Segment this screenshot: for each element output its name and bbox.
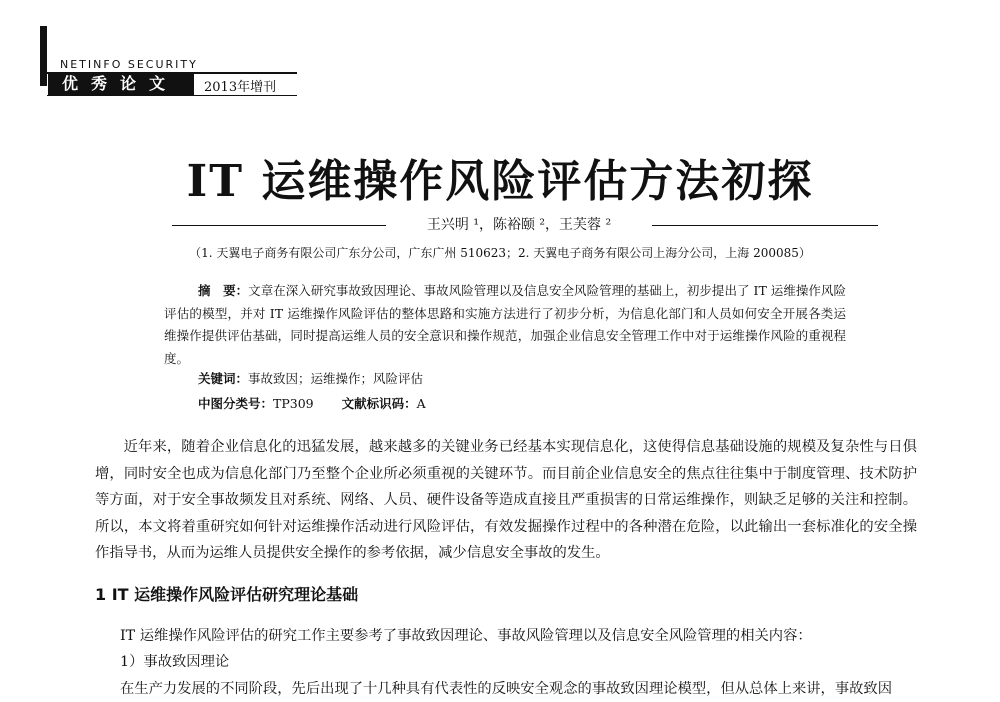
doc-code-label: 文献标识码： (341, 396, 417, 411)
clc-number: TP309 (273, 396, 314, 411)
article-title: IT 运维操作风险评估方法初探 (186, 156, 814, 207)
keywords: 事故致因；运维操作；风险评估 (248, 371, 424, 386)
intro-paragraph: 近年来，随着企业信息化的迅猛发展，越来越多的关键业务已经基本实现信息化，这使得信息基础设施的规模及复杂性与日俱增，同时安全也成为信息化部门乃至整个企业所必须重视的关键环节。而目前企业信息安全的焦点往往集中于制度管理、技术防护等方面，对于安全事故频发且对系统、网络、人员、硬件设备等造成直接且严重损害的日常运维操作，则缺乏足够的关注和控制。所以，本文将着重研究如何针对运维操作活动进行风险评估，有效发掘操作过程中的各种潜在危险，以此输出一套标准化的安全操作指导书，从而为运维人员提供安全操作的参考依据，减少信息安全事故的发生。 (95, 439, 917, 561)
clc-label: 中图分类号： (198, 396, 274, 411)
abstract-text: 文章在深入研究事故致因理论、事故风险管理以及信息安全风险管理的基础上，初步提出了 IT 运维操作风险评估的模型，并对 IT 运维操作风险评估的整体思路和实施方法进行了初步分析，为信息化部门和人员如何安全开展各类运维操作提供评估基础，同时提高运维人员的安全意识和操作规范，加强企业信息安全管理工作中对于运维操作风险的重视程度。 (164, 283, 846, 366)
abstract-label: 摘 要： (198, 283, 249, 298)
affiliations: （1. 天翼电子商务有限公司广东分公司，广东广州 510623；2. 天翼电子商务有限公司上海分公司，上海 200085） (189, 246, 811, 260)
keywords-label: 关键词： (198, 371, 249, 386)
section-intro: IT 运维操作风险评估的研究工作主要参考了事故致因理论、事故风险管理以及信息安全风险管理的相关内容： (120, 628, 812, 644)
author-rule-left (172, 225, 386, 226)
column-badge: 优秀论文 (48, 73, 194, 95)
journal-brand: NETINFO SECURITY (60, 58, 198, 71)
classification-line (198, 394, 426, 412)
subsection-text: 在生产力发展的不同阶段，先后出现了十几种具有代表性的反映安全观念的事故致因理论模型，但从总体上来讲，事故致因 (120, 681, 893, 697)
doc-code: A (416, 396, 426, 411)
keywords-line (198, 369, 423, 387)
section-heading: 1 IT 运维操作风险评估研究理论基础 (95, 585, 359, 604)
issue-label: 2013年增刊 (204, 80, 277, 95)
header-rule-bottom (47, 95, 297, 96)
abstract (164, 280, 846, 370)
author-list: 王兴明 ¹，陈裕颐 ²，王芙蓉 ² (426, 217, 612, 233)
subsection-heading: 1）事故致因理论 (120, 654, 230, 670)
header-bar (40, 26, 47, 86)
author-rule-right (652, 225, 878, 226)
